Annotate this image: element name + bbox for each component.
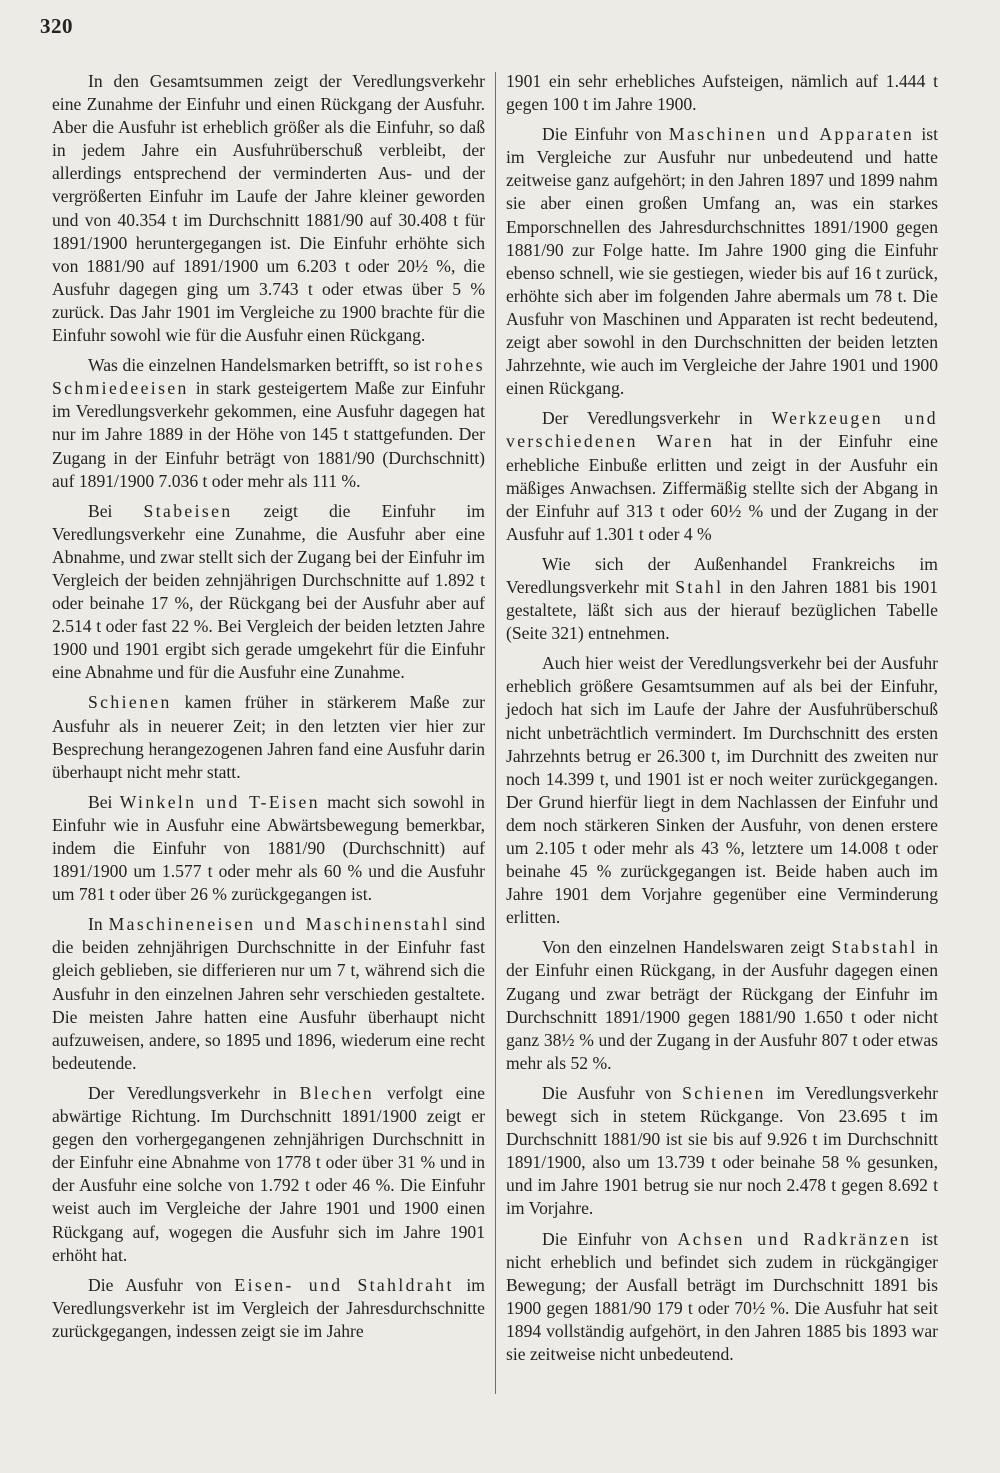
text-run: in den Jahren 1881 bis 1901 gestaltete, läßt sich aus der hierauf bezüglichen Tabelle (Seite 321) entnehmen. (506, 576, 938, 644)
text-run: Der Veredlungsverkehr in (542, 408, 772, 429)
text-run: in der Einfuhr einen Rückgang, in der Ausfuhr dagegen einen Zugang und zwar beträgt der Rückgang der Einfuhr im Durchschnitt 1891/1900 gegen 1881/90 1.650 t oder nicht ganz 38½ % und der Zugang in der Ausfuhr 807 t oder etwas mehr als 52 %. (506, 937, 938, 1073)
page-number: 320 (40, 14, 73, 38)
right-text-column (506, 70, 938, 1373)
spaced-term: Blechen (299, 1082, 375, 1103)
spaced-term: Werkzeugen und verschiedenen Waren (506, 408, 938, 452)
paragraph (52, 913, 485, 1075)
paragraph (52, 691, 485, 783)
text-run: im Veredlungsverkehr ist im Vergleich der Jahresdurchschnitte zurückgegangen, indessen zeigt sie im Jahre (52, 1274, 485, 1341)
text-run: sind die beiden zehnjährigen Durchschnitte in der Einfuhr fast gleich geblieben, sie differieren nur um 7 t, während sich die Ausfuhr in den einzelnen Jahren sehr verschieden gestaltete. Die meisten Jahre hatten eine Ausfuhr überhaupt nicht aufzuweisen, andere, so 1895 und 1896, wiederum eine recht bedeutende. (52, 914, 485, 1073)
spaced-term: Stabeisen (143, 500, 233, 521)
spaced-term: Winkeln und T-Eisen (119, 791, 320, 812)
text-run: In (88, 914, 109, 935)
text-run: hat in der Einfuhr eine erhebliche Einbuße erlitten und zeigt in der Ausfuhr ein mäßiges Anwachsen. Ziffermäßig stellte sich der Abgang in der Einfuhr auf 313 t oder 60½ % und der Zugang in der Ausfuhr auf 1.301 t oder 4 % (506, 431, 938, 544)
paragraph (506, 123, 938, 400)
paragraph (52, 791, 485, 906)
spaced-term: Stabstahl (831, 937, 918, 958)
spaced-term: Stahl (675, 576, 724, 597)
paragraph (52, 354, 485, 493)
paragraph (506, 407, 938, 546)
left-text-column (52, 70, 485, 1350)
paragraph (506, 553, 938, 645)
text-run: 1901 ein sehr erhebliches Aufsteigen, nämlich auf 1.444 t gegen 100 t im Jahre 1900. (506, 71, 938, 115)
paragraph (506, 1228, 938, 1367)
paragraph (506, 70, 938, 116)
paragraph (506, 1082, 938, 1221)
text-run: In den Gesamtsummen zeigt der Veredlungsverkehr eine Zunahme der Einfuhr und einen Rückgang der Ausfuhr. Aber die Ausfuhr ist erheblich größer als die Einfuhr, so daß in jedem Jahre ein Ausfuhrüberschuß verbleibt, der allerdings entsprechend der verminderten Aus- und der vergrößerten Einfuhr im Laufe der Jahre kleiner geworden und von 40.354 t im Durchschnitt 1881/90 auf 30.408 t für 1891/1900 heruntergegangen ist. Die Einfuhr erhöhte sich von 1881/90 auf 1891/1900 um 6.203 t oder 20½ %, die Ausfuhr dagegen ging um 3.743 t oder etwas über 5 % zurück. Das Jahr 1901 im Vergleiche zu 1900 brachte für die Einfuhr sowohl wie für die Ausfuhr einen Rückgang. (52, 71, 485, 346)
text-run: Bei (88, 500, 144, 521)
text-run: Die Ausfuhr von (542, 1082, 683, 1103)
text-run: ist im Vergleiche zur Ausfuhr nur unbedeutend und hatte zeitweise ganz aufgehört; in den Jahren 1897 und 1899 nahm sie aber einen großen Umfang an, was ein starkes Emporschnellen des Jahresdurchschnittes 1891/1900 gegen 1881/90 zur Folge hatte. Im Jahre 1900 ging die Einfuhr ebenso schnell, wie sie gestiegen, wieder bis auf 16 t zurück, erhöhte sich aber im folgenden Jahre abermals um 78 t. Die Ausfuhr von Maschinen und Apparaten ist recht bedeutend, zeigt aber sowohl in den Durchschnitten der beiden letzten Jahrzehnte, wie auch im Vergleiche der Jahre 1901 und 1900 einen Rückgang. (506, 124, 938, 399)
text-run: Die Ausfuhr von (88, 1274, 235, 1295)
paragraph (506, 652, 938, 929)
spaced-term: rohes Schmiedeeisen (52, 355, 485, 399)
spaced-term: Schienen (682, 1082, 766, 1103)
paragraph (506, 936, 938, 1075)
text-run: kamen früher in stärkerem Maße zur Ausfuhr als in neuerer Zeit; in den letzten vier hier zur Besprechung herangezogenen Jahren fand eine Ausfuhr darin überhaupt nicht mehr statt. (52, 692, 485, 782)
paragraph (52, 1274, 485, 1343)
column-divider (495, 72, 496, 1394)
text-run: Was die einzelnen Handelsmarken betrifft, so ist (88, 355, 435, 376)
text-run: zeigt die Einfuhr im Veredlungsverkehr eine Zunahme, die Ausfuhr aber eine Abnahme, und zwar stellt sich der Zugang bei der Einfuhr im Vergleich der beiden zehnjährigen Durchschnitte auf 1.892 t oder beinahe 17 %, der Rückgang bei der Ausfuhr aber auf 2.514 t oder fast 22 %. Bei Vergleich der beiden letzten Jahre 1900 und 1901 ergibt sich gerade umgekehrt für die Einfuhr eine Abnahme und für die Ausfuhr eine Zunahme. (52, 500, 485, 683)
text-run: macht sich sowohl in Einfuhr wie in Ausfuhr eine Abwärtsbewegung bemerkbar, indem die Einfuhr von 1881/90 (Durchschnitt) auf 1891/1900 um 1.577 t oder mehr als 60 % und die Ausfuhr um 781 t oder über 26 % zurückgegangen ist. (52, 791, 485, 905)
spaced-term: Achsen und Radkränzen (677, 1228, 912, 1249)
text-run: Die Einfuhr von (542, 1228, 678, 1249)
text-run: verfolgt eine abwärtige Richtung. Im Durchschnitt 1891/1900 zeigt er gegen den vorhergegangenen zehnjährigen Durchschnitt in der Einfuhr eine Abnahme von 1778 t oder über 31 % und in der Ausfuhr eine solche von 1.792 t oder 46 %. Die Einfuhr weist auch im Vergleiche der Jahre 1901 und 1900 einen Rückgang auf, wogegen die Ausfuhr sich im Jahre 1901 erhöht hat. (52, 1082, 485, 1265)
text-run: Von den einzelnen Handelswaren zeigt (542, 937, 832, 958)
paragraph (52, 70, 485, 347)
spaced-term: Maschineneisen und Maschinenstahl (108, 914, 450, 935)
paragraph (52, 500, 485, 685)
text-run: Der Veredlungsverkehr in (88, 1082, 300, 1103)
spaced-term: Schienen (88, 692, 172, 713)
text-run: Auch hier weist der Veredlungsverkehr bei der Ausfuhr erheblich größere Gesamtsummen auf als bei der Einfuhr, jedoch hat sich im Laufe der Jahre der Ausfuhrüberschuß nicht unbeträchtlich vermindert. Im Durchschnitt des ersten Jahrzehnts betrug er 26.300 t, im Durchnitt des zweiten nur noch 14.399 t, und 1901 ist er noch weiter zurückgegangen. Der Grund hierfür liegt in dem Nachlassen der Einfuhr und dem noch stärkeren Sinken der Ausfuhr, von denen erstere um 2.105 t oder mehr als 43 %, letztere um 14.008 t oder beinahe 45 % zurückgegangen ist. Beide haben auch im Jahre 1901 dem Vorjahre gegenüber eine Verminderung erlitten. (506, 653, 938, 928)
spaced-term: Eisen- und Stahldraht (234, 1274, 454, 1295)
text-run: Bei (88, 791, 120, 812)
text-run: Wie sich der Außenhandel Frankreichs im Veredlungsverkehr mit (506, 553, 938, 597)
paragraph (52, 1082, 485, 1267)
text-run: in stark gesteigertem Maße zur Einfuhr im Veredlungsverkehr gekommen, eine Ausfuhr dagegen hat nur im Jahre 1889 in der Höhe von 145 t stattgefunden. Der Zugang in der Einfuhr beträgt von 1881/90 (Durchschnitt) auf 1891/1900 7.036 t oder mehr als 111 %. (52, 378, 485, 491)
spaced-term: Maschinen und Apparaten (668, 124, 915, 145)
text-run: Die Einfuhr von (542, 124, 669, 145)
text-run: im Veredlungsverkehr bewegt sich in stetem Rückgange. Von 23.695 t im Durchschnitt 1881/90 ist sie bis auf 9.926 t im Durchschnitt 1891/1900, also um 13.739 t oder beinahe 58 % gesunken, und im Jahre 1901 betrug sie nur noch 2.478 t gegen 8.692 t im Vorjahre. (506, 1082, 938, 1219)
text-run: ist nicht erheblich und befindet sich zudem in rückgängiger Bewegung; der Ausfall beträgt im Durchschnitt 1891 bis 1900 gegen 1881/90 179 t oder 70½ %. Die Ausfuhr hat seit 1894 vollständig aufgehört, in den Jahren 1885 bis 1893 war sie zeitweise nicht unbedeutend. (506, 1228, 938, 1364)
